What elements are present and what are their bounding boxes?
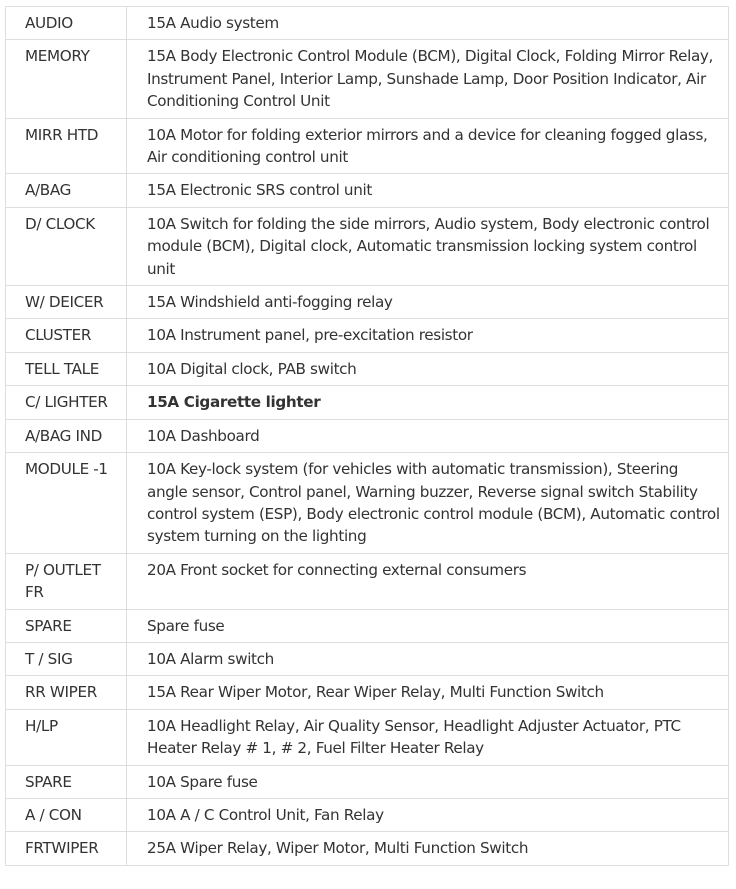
fuse-description-cell: 10A Alarm switch	[127, 642, 729, 675]
table-row	[6, 419, 729, 452]
fuse-name-cell: A/BAG	[6, 174, 127, 207]
table-row	[6, 386, 729, 419]
fuse-name-cell: SPARE	[6, 609, 127, 642]
fuse-name-cell: CLUSTER	[6, 319, 127, 352]
fuse-name-cell: TELL TALE	[6, 352, 127, 385]
fuse-description-cell: 15A Electronic SRS control unit	[127, 174, 729, 207]
fuse-description-cell: 20A Front socket for connecting external consumers	[127, 553, 729, 609]
table-row	[6, 453, 729, 554]
table-row	[6, 7, 729, 40]
fuse-name-cell: P/ OUTLET FR	[6, 553, 127, 609]
table-row	[6, 642, 729, 675]
fuse-table	[5, 6, 729, 866]
table-row	[6, 609, 729, 642]
table-row	[6, 118, 729, 174]
fuse-description-cell: 10A Headlight Relay, Air Quality Sensor, Headlight Adjuster Actuator, PTC Heater Relay # 1, # 2, Fuel Filter Heater Relay	[127, 709, 729, 765]
table-row	[6, 676, 729, 709]
fuse-description-cell: 10A Switch for folding the side mirrors, Audio system, Body electronic control module (BCM), Digital clock, Automatic transmission locking system control unit	[127, 207, 729, 285]
fuse-name-cell: W/ DEICER	[6, 286, 127, 319]
fuse-name-cell: MIRR HTD	[6, 118, 127, 174]
fuse-description-cell: 10A Instrument panel, pre-excitation resistor	[127, 319, 729, 352]
fuse-description-cell: 15A Windshield anti-fogging relay	[127, 286, 729, 319]
fuse-description-cell: 10A Spare fuse	[127, 765, 729, 798]
fuse-description-cell: 15A Rear Wiper Motor, Rear Wiper Relay, Multi Function Switch	[127, 676, 729, 709]
fuse-name-cell: FRTWIPER	[6, 832, 127, 865]
fuse-description-cell: Spare fuse	[127, 609, 729, 642]
fuse-description-cell: 10A Digital clock, PAB switch	[127, 352, 729, 385]
fuse-name-cell: A/BAG IND	[6, 419, 127, 452]
fuse-name-cell: H/LP	[6, 709, 127, 765]
table-row	[6, 286, 729, 319]
table-row	[6, 352, 729, 385]
fuse-name-cell: MODULE -1	[6, 453, 127, 554]
table-row	[6, 832, 729, 865]
fuse-description-cell: 10A Dashboard	[127, 419, 729, 452]
fuse-description-cell: 15A Audio system	[127, 7, 729, 40]
fuse-name-cell: T / SIG	[6, 642, 127, 675]
fuse-name-cell: AUDIO	[6, 7, 127, 40]
fuse-description-cell: 10A A / C Control Unit, Fan Relay	[127, 798, 729, 831]
table-row	[6, 765, 729, 798]
table-row	[6, 798, 729, 831]
fuse-name-cell: RR WIPER	[6, 676, 127, 709]
fuse-name-cell: C/ LIGHTER	[6, 386, 127, 419]
table-row	[6, 319, 729, 352]
table-row	[6, 709, 729, 765]
fuse-description-cell: 25A Wiper Relay, Wiper Motor, Multi Function Switch	[127, 832, 729, 865]
table-row	[6, 553, 729, 609]
fuse-name-cell: D/ CLOCK	[6, 207, 127, 285]
fuse-description-cell: 15A Body Electronic Control Module (BCM), Digital Clock, Folding Mirror Relay, Instrument Panel, Interior Lamp, Sunshade Lamp, Door Position Indicator, Air Conditioning Control Unit	[127, 40, 729, 118]
fuse-description-cell: 10A Motor for folding exterior mirrors and a device for cleaning fogged glass, Air conditioning control unit	[127, 118, 729, 174]
fuse-name-cell: SPARE	[6, 765, 127, 798]
fuse-table-body	[6, 7, 729, 866]
fuse-description-cell: 10A Key-lock system (for vehicles with automatic transmission), Steering angle sensor, Control panel, Warning buzzer, Reverse signal switch Stability control system (ESP), Body electronic control module (BCM), Automatic control system turning on the lighting	[127, 453, 729, 554]
fuse-name-cell: MEMORY	[6, 40, 127, 118]
table-row	[6, 40, 729, 118]
table-row	[6, 207, 729, 285]
fuse-name-cell: A / CON	[6, 798, 127, 831]
fuse-description-cell: 15A Cigarette lighter	[127, 386, 729, 419]
table-row	[6, 174, 729, 207]
